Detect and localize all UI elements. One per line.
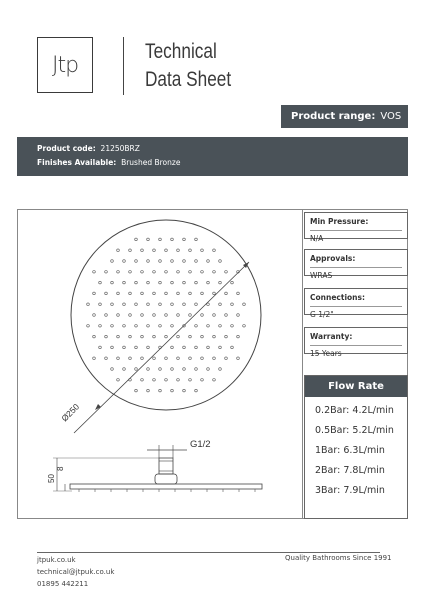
nozzle-hole bbox=[237, 357, 240, 360]
nozzle-hole bbox=[105, 335, 108, 338]
nozzle-hole bbox=[99, 281, 102, 284]
nozzle-hole bbox=[189, 335, 192, 338]
nozzle-hole bbox=[147, 260, 150, 263]
nozzle-hole bbox=[225, 292, 228, 295]
side-view-nozzles bbox=[79, 489, 255, 492]
nozzle-hole bbox=[105, 292, 108, 295]
nozzle-hole bbox=[195, 238, 198, 241]
warranty-box bbox=[304, 327, 408, 358]
nozzle-hole bbox=[231, 281, 234, 284]
min-pressure-label: Min Pressure: bbox=[310, 216, 402, 231]
nozzle-hole bbox=[171, 368, 174, 371]
spec-column-divider bbox=[302, 209, 303, 519]
nozzle-hole bbox=[219, 346, 222, 349]
finishes-value: Brushed Bronze bbox=[121, 158, 181, 167]
nozzle-hole bbox=[213, 249, 216, 252]
warranty-value: 15 Years bbox=[310, 349, 342, 358]
min-pressure-box bbox=[304, 212, 408, 243]
nozzle-hole bbox=[183, 303, 186, 306]
nozzle-hole bbox=[237, 314, 240, 317]
nozzle-hole bbox=[231, 303, 234, 306]
nozzle-hole bbox=[159, 238, 162, 241]
nozzle-hole bbox=[99, 303, 102, 306]
nozzle-hole bbox=[177, 271, 180, 274]
document-title bbox=[145, 38, 231, 94]
nozzle-hole bbox=[165, 249, 168, 252]
nozzle-hole bbox=[153, 314, 156, 317]
nozzle-hole bbox=[117, 271, 120, 274]
side-view-plate bbox=[70, 484, 262, 489]
nozzle-hole bbox=[117, 292, 120, 295]
nozzle-hole bbox=[201, 335, 204, 338]
nozzle-hole bbox=[195, 389, 198, 392]
nozzle-hole bbox=[105, 357, 108, 360]
nozzle-hole bbox=[177, 314, 180, 317]
nozzle-hole bbox=[147, 281, 150, 284]
nozzle-hole bbox=[153, 379, 156, 382]
nozzle-hole bbox=[123, 260, 126, 263]
connections-box bbox=[304, 288, 408, 319]
nozzle-hole bbox=[213, 314, 216, 317]
nozzle-hole bbox=[165, 271, 168, 274]
flow-rate-row: 2Bar: 7.8L/min bbox=[315, 465, 385, 476]
product-range-label: Product range: bbox=[291, 111, 376, 122]
product-range-value: VOS bbox=[380, 111, 402, 122]
nozzle-holes bbox=[87, 238, 246, 392]
nozzle-hole bbox=[111, 260, 114, 263]
nozzle-hole bbox=[201, 314, 204, 317]
nozzle-hole bbox=[159, 368, 162, 371]
nozzle-hole bbox=[129, 292, 132, 295]
nozzle-hole bbox=[147, 389, 150, 392]
nozzle-hole bbox=[183, 260, 186, 263]
nozzle-hole bbox=[213, 357, 216, 360]
nozzle-hole bbox=[189, 357, 192, 360]
nozzle-hole bbox=[219, 303, 222, 306]
nozzle-hole bbox=[123, 325, 126, 328]
nozzle-hole bbox=[195, 368, 198, 371]
nozzle-hole bbox=[123, 346, 126, 349]
nozzle-hole bbox=[243, 325, 246, 328]
nozzle-hole bbox=[147, 238, 150, 241]
flow-rate-box bbox=[304, 375, 408, 519]
header-divider bbox=[123, 37, 124, 95]
nozzle-hole bbox=[183, 389, 186, 392]
footer-contact bbox=[37, 554, 114, 590]
nozzle-hole bbox=[141, 249, 144, 252]
shower-head-drawing bbox=[17, 209, 302, 519]
nozzle-hole bbox=[135, 238, 138, 241]
nozzle-hole bbox=[177, 335, 180, 338]
nozzle-hole bbox=[177, 357, 180, 360]
nozzle-hole bbox=[177, 379, 180, 382]
nozzle-hole bbox=[135, 325, 138, 328]
nozzle-hole bbox=[135, 346, 138, 349]
warranty-label: Warranty: bbox=[310, 331, 402, 346]
finishes-label: Finishes Available: bbox=[37, 158, 117, 167]
title-line-1: Technical bbox=[145, 40, 217, 63]
nozzle-hole bbox=[93, 335, 96, 338]
nozzle-hole bbox=[111, 303, 114, 306]
nozzle-hole bbox=[189, 249, 192, 252]
nozzle-hole bbox=[123, 303, 126, 306]
nozzle-hole bbox=[147, 303, 150, 306]
nozzle-hole bbox=[237, 292, 240, 295]
title-line-2: Data Sheet bbox=[145, 68, 232, 91]
nozzle-hole bbox=[141, 379, 144, 382]
nozzle-hole bbox=[141, 292, 144, 295]
nozzle-hole bbox=[207, 346, 210, 349]
nozzle-hole bbox=[105, 271, 108, 274]
nozzle-hole bbox=[123, 281, 126, 284]
nozzle-hole bbox=[123, 368, 126, 371]
connections-value: G 1/2" bbox=[310, 310, 334, 319]
nozzle-hole bbox=[135, 368, 138, 371]
connection-label: G1/2 bbox=[190, 439, 211, 450]
nozzle-hole bbox=[135, 260, 138, 263]
flow-rate-row: 0.5Bar: 5.2L/min bbox=[315, 425, 394, 436]
nozzle-hole bbox=[111, 346, 114, 349]
nozzle-hole bbox=[117, 249, 120, 252]
nozzle-hole bbox=[207, 325, 210, 328]
nozzle-hole bbox=[129, 335, 132, 338]
nozzle-hole bbox=[105, 314, 108, 317]
nozzle-hole bbox=[129, 314, 132, 317]
nozzle-hole bbox=[219, 281, 222, 284]
nozzle-hole bbox=[201, 249, 204, 252]
flow-rate-row: 1Bar: 6.3L/min bbox=[315, 445, 385, 456]
nozzle-hole bbox=[201, 271, 204, 274]
jtp-logo bbox=[37, 37, 93, 93]
footer-tagline: Quality Bathrooms Since 1991 bbox=[285, 554, 392, 562]
connector-body bbox=[159, 458, 173, 474]
product-code-label: Product code: bbox=[37, 144, 96, 153]
nozzle-hole bbox=[171, 346, 174, 349]
nozzle-hole bbox=[231, 325, 234, 328]
phone-number: 01895 442211 bbox=[37, 580, 89, 588]
nozzle-hole bbox=[159, 303, 162, 306]
nozzle-hole bbox=[111, 325, 114, 328]
nozzle-hole bbox=[87, 325, 90, 328]
nozzle-hole bbox=[201, 357, 204, 360]
nozzle-hole bbox=[189, 292, 192, 295]
nozzle-hole bbox=[195, 260, 198, 263]
nozzle-hole bbox=[207, 260, 210, 263]
nozzle-hole bbox=[213, 292, 216, 295]
nozzle-hole bbox=[171, 303, 174, 306]
nozzle-hole bbox=[93, 357, 96, 360]
nozzle-hole bbox=[165, 314, 168, 317]
nozzle-hole bbox=[225, 271, 228, 274]
nozzle-hole bbox=[93, 314, 96, 317]
nozzle-hole bbox=[147, 368, 150, 371]
ball-joint bbox=[155, 474, 177, 484]
nozzle-hole bbox=[135, 281, 138, 284]
nozzle-hole bbox=[183, 368, 186, 371]
nozzle-hole bbox=[177, 249, 180, 252]
nozzle-hole bbox=[159, 281, 162, 284]
email-link[interactable]: technical@jtpuk.co.uk bbox=[37, 568, 115, 576]
nozzle-hole bbox=[141, 314, 144, 317]
shower-head-outline bbox=[71, 220, 261, 410]
min-pressure-value: N/A bbox=[310, 234, 324, 243]
nozzle-hole bbox=[165, 357, 168, 360]
nozzle-hole bbox=[189, 271, 192, 274]
nozzle-hole bbox=[117, 379, 120, 382]
nozzle-hole bbox=[219, 368, 222, 371]
nozzle-hole bbox=[171, 260, 174, 263]
nozzle-hole bbox=[207, 368, 210, 371]
nozzle-hole bbox=[99, 346, 102, 349]
nozzle-hole bbox=[213, 379, 216, 382]
nozzle-hole bbox=[129, 357, 132, 360]
nozzle-hole bbox=[117, 314, 120, 317]
nozzle-hole bbox=[225, 357, 228, 360]
nozzle-hole bbox=[177, 292, 180, 295]
nozzle-hole bbox=[165, 379, 168, 382]
approvals-label: Approvals: bbox=[310, 253, 402, 268]
diameter-label: Ø250 bbox=[59, 401, 82, 424]
nozzle-hole bbox=[93, 292, 96, 295]
logo-text: Jtp bbox=[51, 52, 79, 78]
nozzle-hole bbox=[213, 271, 216, 274]
nozzle-hole bbox=[171, 281, 174, 284]
nozzle-hole bbox=[207, 281, 210, 284]
nozzle-hole bbox=[243, 303, 246, 306]
nozzle-hole bbox=[159, 389, 162, 392]
flow-rate-title: Flow Rate bbox=[305, 376, 407, 397]
nozzle-hole bbox=[135, 389, 138, 392]
nozzle-hole bbox=[183, 346, 186, 349]
nozzle-hole bbox=[165, 292, 168, 295]
nozzle-hole bbox=[153, 357, 156, 360]
nozzle-hole bbox=[183, 281, 186, 284]
nozzle-hole bbox=[183, 238, 186, 241]
nozzle-hole bbox=[141, 271, 144, 274]
nozzle-hole bbox=[219, 260, 222, 263]
product-code-value: 21250BRZ bbox=[100, 144, 140, 153]
nozzle-hole bbox=[159, 260, 162, 263]
nozzle-hole bbox=[117, 357, 120, 360]
nozzle-hole bbox=[201, 292, 204, 295]
nozzle-hole bbox=[171, 238, 174, 241]
height-label: 50 bbox=[47, 474, 56, 483]
depth-label: 8 bbox=[56, 466, 65, 471]
nozzle-hole bbox=[147, 346, 150, 349]
nozzle-hole bbox=[231, 346, 234, 349]
website-link[interactable]: jtpuk.co.uk bbox=[37, 556, 76, 564]
nozzle-hole bbox=[129, 249, 132, 252]
nozzle-hole bbox=[153, 249, 156, 252]
nozzle-hole bbox=[237, 335, 240, 338]
nozzle-hole bbox=[165, 335, 168, 338]
nozzle-hole bbox=[111, 281, 114, 284]
nozzle-hole bbox=[171, 325, 174, 328]
nozzle-hole bbox=[129, 271, 132, 274]
nozzle-hole bbox=[153, 271, 156, 274]
nozzle-hole bbox=[195, 303, 198, 306]
nozzle-hole bbox=[189, 379, 192, 382]
nozzle-hole bbox=[153, 292, 156, 295]
nozzle-hole bbox=[213, 335, 216, 338]
product-info-block bbox=[17, 137, 408, 176]
footer-divider bbox=[37, 552, 380, 553]
product-range-bar bbox=[281, 105, 408, 128]
nozzle-hole bbox=[171, 389, 174, 392]
nozzle-hole bbox=[93, 271, 96, 274]
nozzle-hole bbox=[225, 314, 228, 317]
nozzle-hole bbox=[195, 325, 198, 328]
nozzle-hole bbox=[225, 335, 228, 338]
flow-rate-row: 0.2Bar: 4.2L/min bbox=[315, 405, 394, 416]
approvals-value: WRAS bbox=[310, 271, 333, 280]
nozzle-hole bbox=[153, 335, 156, 338]
nozzle-hole bbox=[135, 303, 138, 306]
approvals-box bbox=[304, 249, 408, 280]
nozzle-hole bbox=[219, 325, 222, 328]
nozzle-hole bbox=[195, 346, 198, 349]
nozzle-hole bbox=[117, 335, 120, 338]
nozzle-hole bbox=[111, 368, 114, 371]
nozzle-hole bbox=[189, 314, 192, 317]
nozzle-hole bbox=[99, 325, 102, 328]
nozzle-hole bbox=[87, 303, 90, 306]
nozzle-hole bbox=[141, 335, 144, 338]
nozzle-hole bbox=[201, 379, 204, 382]
nozzle-hole bbox=[141, 357, 144, 360]
nozzle-hole bbox=[195, 281, 198, 284]
nozzle-hole bbox=[159, 325, 162, 328]
connections-label: Connections: bbox=[310, 292, 402, 307]
nozzle-hole bbox=[147, 325, 150, 328]
flow-rate-row: 3Bar: 7.9L/min bbox=[315, 485, 385, 496]
